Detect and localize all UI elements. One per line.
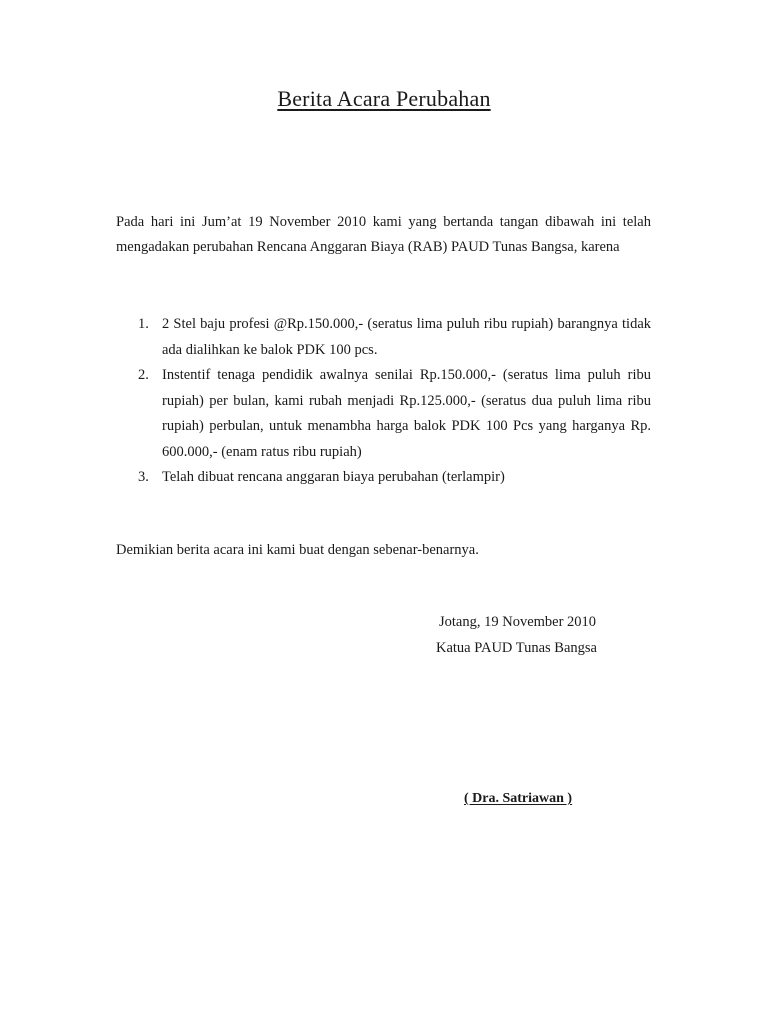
change-list <box>116 312 651 491</box>
list-item-text: 2 Stel baju profesi @Rp.150.000,- (seratus lima puluh ribu rupiah) barangnya tidak ada dialihkan ke balok PDK 100 pcs. <box>162 316 651 358</box>
list-item-text: Instentif tenaga pendidik awalnya senilai Rp.150.000,- (seratus lima puluh ribu rupiah) per bulan, kami rubah menjadi Rp.125.000,- (seratus dua puluh lima ribu rupiah) perbulan, untuk menambha harga balok PDK 100 Pcs yang harganya Rp. 600.000,- (enam ratus ribu rupiah) <box>162 367 651 460</box>
signature-place-date: Jotang, 19 November 2010 <box>439 614 597 630</box>
intro-paragraph: Pada hari ini Jum’at 19 November 2010 kami yang bertanda tangan dibawah ini telah mengadakan perubahan Rencana Anggaran Biaya (RAB) PAUD Tunas Bangsa, karena <box>116 214 651 255</box>
document-title: Berita Acara Perubahan <box>277 86 491 111</box>
list-item <box>116 363 651 465</box>
list-item <box>116 465 651 491</box>
list-item-number: 3. <box>138 469 149 485</box>
closing-statement: Demikian berita acara ini kami buat dengan sebenar-benarnya. <box>116 542 479 558</box>
list-item-number: 2. <box>138 367 149 383</box>
list-item-number: 1. <box>138 316 149 332</box>
list-item-text: Telah dibuat rencana anggaran biaya perubahan (terlampir) <box>162 469 505 485</box>
signer-role: Katua PAUD Tunas Bangsa <box>436 640 597 656</box>
list-item <box>116 312 651 363</box>
signer-name: ( Dra. Satriawan ) <box>464 791 573 806</box>
